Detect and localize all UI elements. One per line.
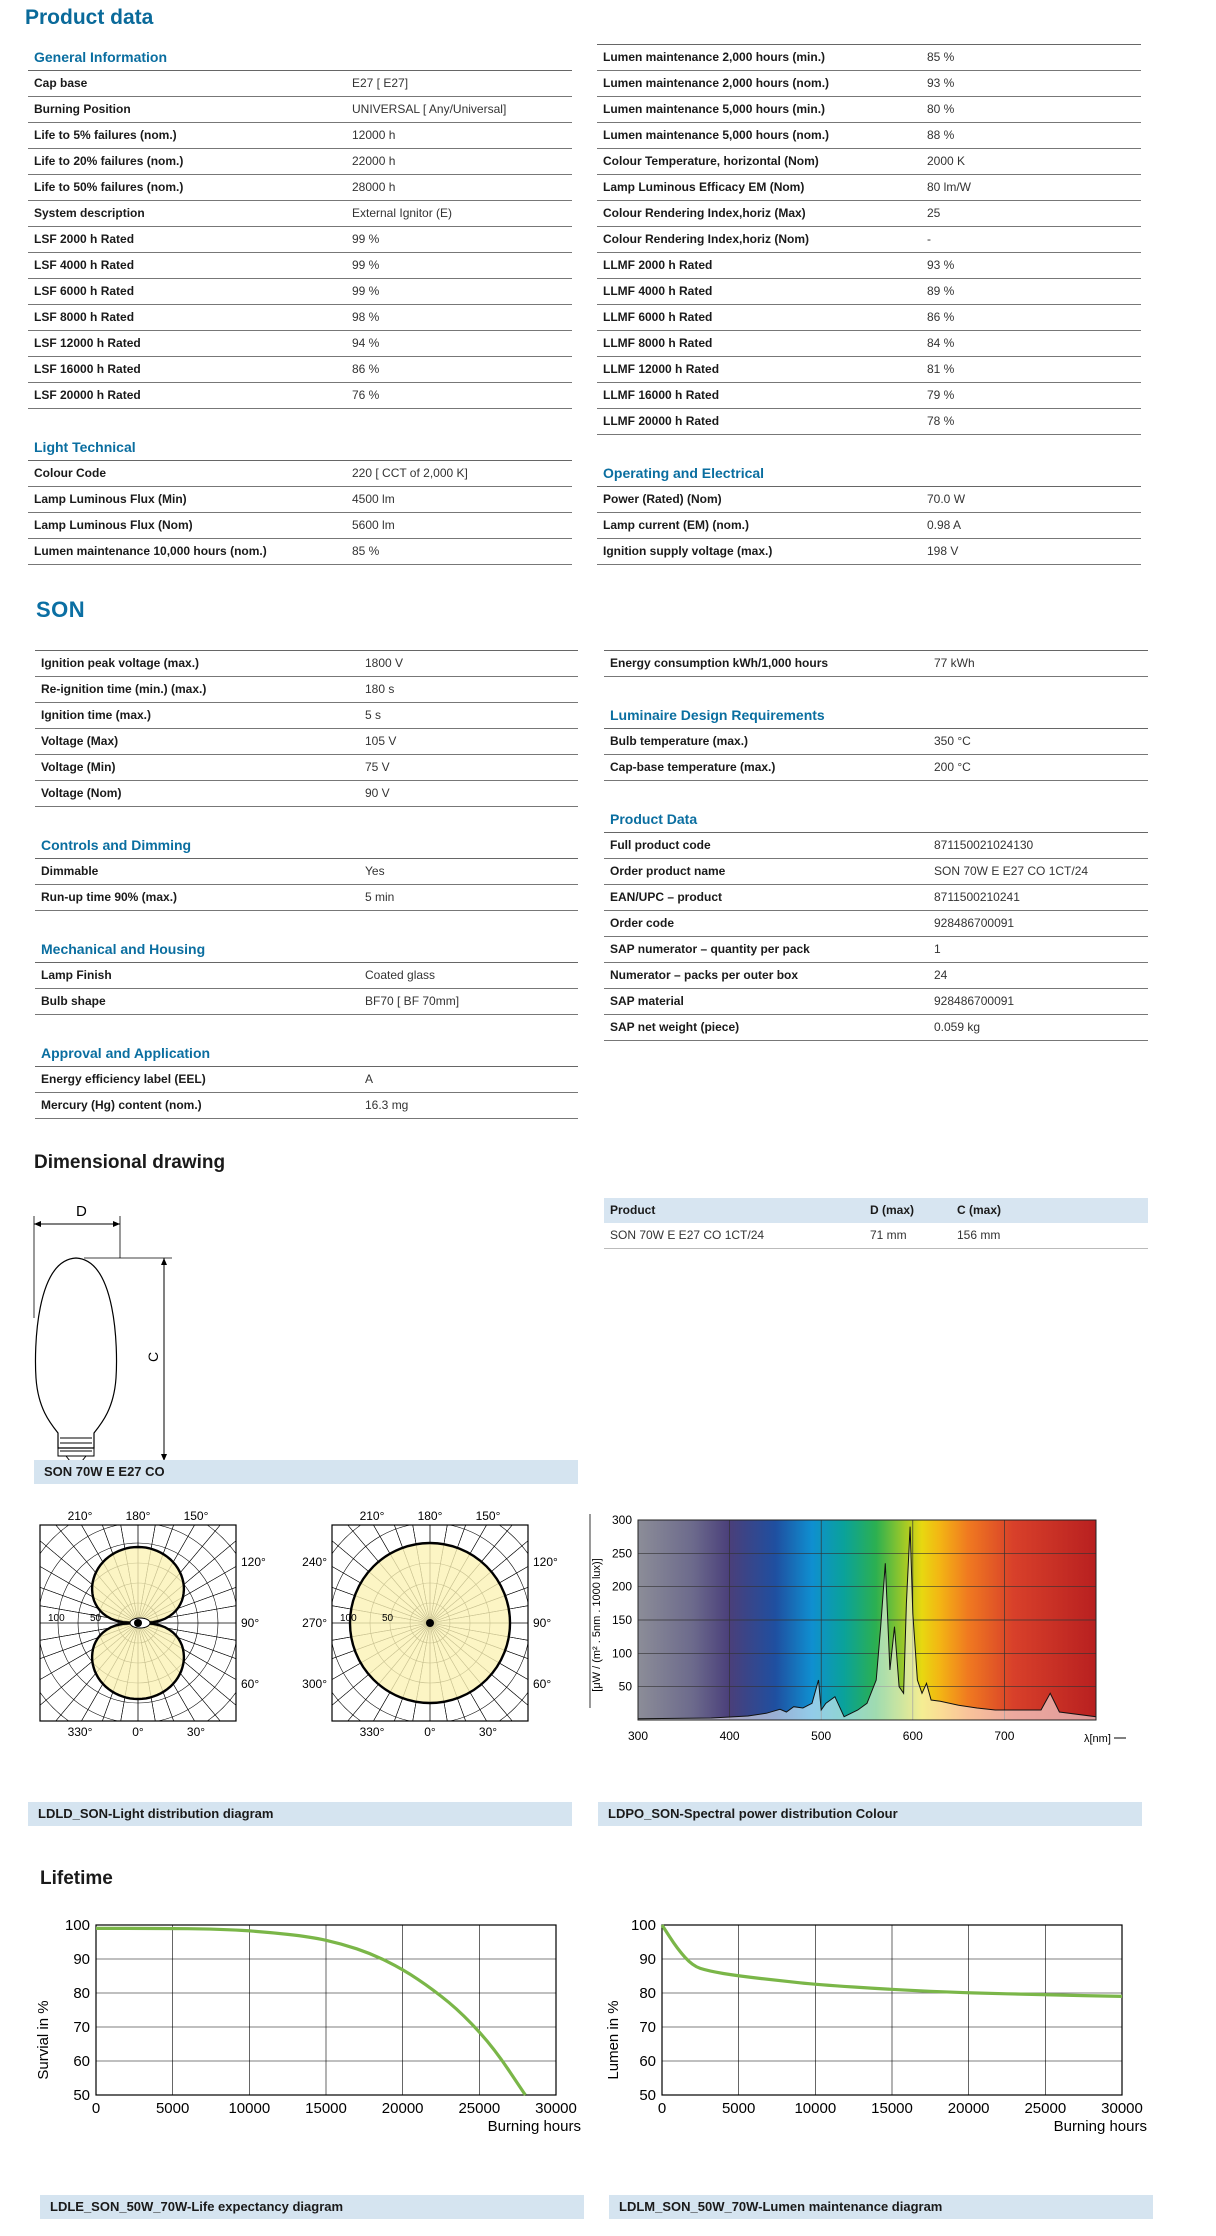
polar-center <box>134 1619 142 1627</box>
son-heading: SON <box>36 597 86 622</box>
spectral-power-chart <box>586 1508 1128 1748</box>
row-value: 86 % <box>352 362 380 376</box>
row-label: Order code <box>610 916 675 930</box>
group-title: Luminaire Design Requirements <box>604 702 1148 729</box>
row-label: LSF 12000 h Rated <box>34 336 141 350</box>
row-value: 4500 lm <box>352 492 395 506</box>
table-row <box>597 305 1141 331</box>
table-row <box>35 651 578 677</box>
x-tick-label: 30000 <box>1101 2100 1143 2117</box>
table-row <box>28 253 572 279</box>
x-tick-label: 600 <box>902 1729 923 1743</box>
row-value: 94 % <box>352 336 380 350</box>
table-row <box>597 539 1141 565</box>
row-label: Bulb shape <box>41 994 106 1008</box>
lifetime-heading: Lifetime <box>40 1868 113 1889</box>
row-label: Lamp Luminous Flux (Min) <box>34 492 187 506</box>
row-label: Full product code <box>610 838 711 852</box>
table-row <box>35 1067 578 1093</box>
table-row <box>604 1223 1148 1249</box>
row-label: LSF 2000 h Rated <box>34 232 135 246</box>
polar-angle-label: 330° <box>67 1725 93 1738</box>
x-tick-label: 5000 <box>155 2100 190 2117</box>
row-label: Colour Rendering Index,horiz (Nom) <box>603 232 809 246</box>
y-tick-label: 100 <box>611 1646 632 1661</box>
table-row <box>28 305 572 331</box>
x-tick-label: 20000 <box>947 2100 990 2117</box>
polar-angle-label: 90° <box>241 1616 260 1630</box>
group-spacer <box>604 677 1148 702</box>
x-tick-label: 0 <box>91 2100 101 2117</box>
polar-angle-label: 60° <box>241 1677 260 1691</box>
row-label: LSF 16000 h Rated <box>34 362 141 376</box>
row-label: Lamp Finish <box>41 968 112 982</box>
row-value: 89 % <box>927 284 955 298</box>
polar-angle-label: 120° <box>241 1555 266 1569</box>
table-row <box>597 123 1141 149</box>
row-value: 98 % <box>352 310 380 324</box>
row-value: 25 <box>927 206 941 220</box>
row-value: 99 % <box>352 232 380 246</box>
polar-diagram-right <box>290 1508 570 1738</box>
polar-radial-label: 100 <box>340 1613 357 1624</box>
y-tick-label: 250 <box>611 1546 632 1561</box>
group-spacer <box>604 781 1148 806</box>
group-spacer <box>35 807 578 832</box>
row-value: 80 lm/W <box>927 180 972 194</box>
y-tick-label: 60 <box>73 2053 90 2070</box>
row-label: Life to 50% failures (nom.) <box>34 180 184 194</box>
polar-radial-label: 50 <box>90 1613 102 1624</box>
table-row <box>597 513 1141 539</box>
row-label: SAP net weight (piece) <box>610 1020 740 1034</box>
table-row <box>35 1093 578 1119</box>
y-tick-label: 300 <box>611 1513 632 1527</box>
y-tick-label: 50 <box>73 2087 90 2104</box>
table-row <box>604 937 1148 963</box>
table-row <box>604 729 1148 755</box>
row-value: 99 % <box>352 258 380 272</box>
group-spacer <box>35 911 578 936</box>
polar-angle-label: 180° <box>417 1509 443 1523</box>
y-tick-label: 90 <box>73 1951 90 1968</box>
row-label: Lumen maintenance 5,000 hours (min.) <box>603 102 826 116</box>
table-row <box>604 885 1148 911</box>
row-value: 90 V <box>365 786 390 800</box>
polar-angle-label: 270° <box>302 1616 327 1630</box>
table-row <box>28 149 572 175</box>
col-product: Product <box>610 1203 656 1217</box>
row-value: 99 % <box>352 284 380 298</box>
table-row <box>35 989 578 1015</box>
col-d-max: D (max) <box>870 1203 915 1217</box>
row-label: Run-up time 90% (max.) <box>41 890 178 904</box>
group-title: Light Technical <box>28 434 572 461</box>
table-row <box>597 175 1141 201</box>
row-value: 200 °C <box>934 760 971 774</box>
x-tick-label: 15000 <box>305 2100 347 2117</box>
polar-angle-label: 0° <box>132 1725 144 1738</box>
y-tick-label: 200 <box>611 1579 632 1594</box>
table-row <box>35 781 578 807</box>
drawing-caption: SON 70W E E27 CO <box>34 1460 578 1484</box>
row-value: 2000 K <box>927 154 966 168</box>
table-row <box>28 513 572 539</box>
row-label: Cap-base temperature (max.) <box>610 760 776 774</box>
row-label: Lamp Luminous Flux (Nom) <box>34 518 193 532</box>
y-tick-label: 50 <box>639 2087 656 2104</box>
row-label: SAP material <box>610 994 684 1008</box>
table-row <box>604 859 1148 885</box>
product-data-left-column <box>28 44 572 565</box>
dimension-table-header <box>604 1198 1148 1223</box>
polar-angle-label: 150° <box>475 1509 501 1523</box>
table-row <box>28 487 572 513</box>
y-tick-label: 80 <box>639 1985 656 2002</box>
chart-grid <box>662 1925 1122 2095</box>
row-value: 105 V <box>365 734 397 748</box>
series-line <box>96 1928 525 2095</box>
row-value: 28000 h <box>352 180 396 194</box>
table-row <box>35 755 578 781</box>
group-spacer <box>35 1015 578 1040</box>
row-label: Voltage (Nom) <box>41 786 122 800</box>
row-value: 12000 h <box>352 128 396 142</box>
table-row <box>28 279 572 305</box>
x-tick-label: 25000 <box>458 2100 501 2117</box>
lumen-maintenance-chart <box>600 1910 1160 2140</box>
row-label: LSF 4000 h Rated <box>34 258 135 272</box>
polar-angle-label: 0° <box>424 1725 436 1738</box>
row-value: BF70 [ BF 70mm] <box>365 994 460 1008</box>
y-axis-label: [μW / (m² . 5nm . 1000 lux)] <box>591 1558 603 1692</box>
row-label: Numerator – packs per outer box <box>610 968 799 982</box>
row-label: LLMF 2000 h Rated <box>603 258 713 272</box>
x-tick-label: 300 <box>627 1729 649 1743</box>
table-row <box>604 911 1148 937</box>
table-row <box>28 227 572 253</box>
bulb-dimension-drawing <box>28 1198 188 1463</box>
row-value: 85 % <box>352 544 380 558</box>
row-value: 81 % <box>927 362 955 376</box>
group-title: General Information <box>28 44 572 71</box>
row-value: 0.059 kg <box>934 1020 981 1034</box>
x-tick-label: 5000 <box>721 2100 756 2117</box>
table-row <box>35 729 578 755</box>
row-value: 8711500210241 <box>934 890 1020 904</box>
table-row <box>28 461 572 487</box>
row-value: 180 s <box>365 682 395 696</box>
row-value: 88 % <box>927 128 955 142</box>
row-label: LLMF 6000 h Rated <box>603 310 713 324</box>
polar-angle-label: 210° <box>359 1509 385 1523</box>
group-spacer <box>597 435 1141 460</box>
x-axis-label: Burning hours <box>1053 2118 1147 2135</box>
row-value: 85 % <box>927 50 955 64</box>
row-value: 78 % <box>927 414 955 428</box>
row-label: LLMF 12000 h Rated <box>603 362 720 376</box>
polar-angle-label: 180° <box>125 1509 151 1523</box>
table-row <box>597 71 1141 97</box>
x-tick-label: 0 <box>657 2100 667 2117</box>
row-value: 93 % <box>927 258 955 272</box>
table-row <box>28 383 572 409</box>
x-tick-label: 15000 <box>871 2100 913 2117</box>
table-row <box>28 357 572 383</box>
row-label: Lamp Luminous Efficacy EM (Nom) <box>603 180 805 194</box>
cell-product: SON 70W E E27 CO 1CT/24 <box>610 1228 765 1242</box>
row-label: Colour Temperature, horizontal (Nom) <box>603 154 819 168</box>
x-tick-label: 20000 <box>381 2100 424 2117</box>
son-right-column <box>604 650 1148 1041</box>
x-tick-label: 10000 <box>794 2100 837 2117</box>
x-tick-label: 30000 <box>535 2100 577 2117</box>
row-label: LSF 8000 h Rated <box>34 310 135 324</box>
row-label: LLMF 20000 h Rated <box>603 414 720 428</box>
cell-c-max: 156 mm <box>957 1228 1001 1242</box>
x-tick-label: 500 <box>811 1729 832 1743</box>
table-row <box>28 539 572 565</box>
y-tick-label: 70 <box>639 2019 656 2036</box>
row-label: Mercury (Hg) content (nom.) <box>41 1098 202 1112</box>
table-row <box>604 989 1148 1015</box>
y-tick-label: 70 <box>73 2019 90 2036</box>
table-row <box>35 703 578 729</box>
row-value: 350 °C <box>934 734 971 748</box>
row-label: Lumen maintenance 5,000 hours (nom.) <box>603 128 830 142</box>
y-tick-label: 100 <box>630 1917 656 1934</box>
group-title: Approval and Application <box>35 1040 578 1067</box>
group-spacer <box>28 409 572 434</box>
row-value: 928486700091 <box>934 994 1015 1008</box>
row-label: Ignition time (max.) <box>41 708 152 722</box>
row-value: 76 % <box>352 388 380 402</box>
row-value: 1800 V <box>365 656 404 670</box>
row-label: LSF 6000 h Rated <box>34 284 135 298</box>
chart-grid <box>96 1925 556 2095</box>
row-value: 0.98 A <box>927 518 962 532</box>
product-data-right-column <box>597 44 1141 565</box>
row-value: 70.0 W <box>927 492 966 506</box>
row-value: - <box>927 232 931 246</box>
row-label: Lumen maintenance 10,000 hours (nom.) <box>34 544 267 558</box>
table-row <box>604 963 1148 989</box>
row-value: UNIVERSAL [ Any/Universal] <box>352 102 507 116</box>
table-row <box>604 833 1148 859</box>
row-label: Cap base <box>34 76 88 90</box>
row-value: 871150021024130 <box>934 838 1034 852</box>
row-label: System description <box>34 206 145 220</box>
row-value: 84 % <box>927 336 955 350</box>
row-value: 79 % <box>927 388 955 402</box>
table-row <box>597 409 1141 435</box>
polar-radial-label: 100 <box>48 1613 65 1624</box>
row-value: 86 % <box>927 310 955 324</box>
table-row <box>604 651 1148 677</box>
table-row <box>597 331 1141 357</box>
row-value: 75 V <box>365 760 390 774</box>
table-row <box>28 201 572 227</box>
x-tick-label: 25000 <box>1024 2100 1067 2117</box>
table-row <box>28 71 572 97</box>
row-label: Colour Rendering Index,horiz (Max) <box>603 206 806 220</box>
row-value: A <box>365 1072 374 1086</box>
row-label: Life to 20% failures (nom.) <box>34 154 184 168</box>
row-label: Burning Position <box>34 102 131 116</box>
row-value: 80 % <box>927 102 955 116</box>
table-row <box>604 1015 1148 1041</box>
x-tick-label: 700 <box>994 1729 1015 1743</box>
table-row <box>597 45 1141 71</box>
row-label: Ignition supply voltage (max.) <box>603 544 773 558</box>
row-label: Re-ignition time (min.) (max.) <box>41 682 207 696</box>
table-row <box>597 383 1141 409</box>
polar-angle-label: 300° <box>302 1677 327 1691</box>
row-value: 93 % <box>927 76 955 90</box>
row-value: External Ignitor (E) <box>352 206 453 220</box>
row-label: Dimmable <box>41 864 99 878</box>
row-label: Energy efficiency label (EEL) <box>41 1072 206 1086</box>
table-row <box>28 175 572 201</box>
ldld-caption: LDLD_SON-Light distribution diagram <box>28 1802 572 1826</box>
row-label: Colour Code <box>34 466 106 480</box>
row-value: 928486700091 <box>934 916 1015 930</box>
polar-angle-label: 60° <box>533 1677 552 1691</box>
row-value: 5600 lm <box>352 518 395 532</box>
row-label: LLMF 8000 h Rated <box>603 336 713 350</box>
x-axis-label: Burning hours <box>487 2118 581 2135</box>
dimension-label-d: D <box>76 1203 87 1220</box>
son-left-column <box>35 650 578 1119</box>
table-row <box>35 859 578 885</box>
table-row <box>604 755 1148 781</box>
ldpo-caption: LDPO_SON-Spectral power distribution Colour <box>598 1802 1142 1826</box>
polar-center <box>426 1619 434 1627</box>
row-label: Ignition peak voltage (max.) <box>41 656 200 670</box>
row-label: Bulb temperature (max.) <box>610 734 749 748</box>
row-label: LLMF 4000 h Rated <box>603 284 713 298</box>
table-row <box>597 253 1141 279</box>
row-value: 1 <box>934 942 941 956</box>
group-title: Mechanical and Housing <box>35 936 578 963</box>
y-tick-label: 90 <box>639 1951 656 1968</box>
x-tick-label: 400 <box>719 1729 740 1743</box>
row-value: 198 V <box>927 544 959 558</box>
ldlm-caption: LDLM_SON_50W_70W-Lumen maintenance diagram <box>609 2195 1153 2219</box>
polar-angle-label: 90° <box>533 1616 552 1630</box>
row-label: Lamp current (EM) (nom.) <box>603 518 749 532</box>
dimensional-drawing-heading: Dimensional drawing <box>34 1152 226 1173</box>
row-value: 5 min <box>365 890 395 904</box>
col-c-max: C (max) <box>957 1203 1002 1217</box>
table-row <box>597 201 1141 227</box>
cell-d-max: 71 mm <box>870 1228 907 1242</box>
table-row <box>597 227 1141 253</box>
polar-diagram-left <box>30 1508 270 1738</box>
row-value: 220 [ CCT of 2,000 K] <box>352 466 468 480</box>
polar-angle-label: 330° <box>359 1725 385 1738</box>
row-label: LLMF 16000 h Rated <box>603 388 720 402</box>
product-data-heading: Product data <box>25 6 154 29</box>
row-label: Power (Rated) (Nom) <box>603 492 722 506</box>
table-row <box>35 677 578 703</box>
y-tick-label: 80 <box>73 1985 90 2002</box>
row-label: Voltage (Max) <box>41 734 119 748</box>
table-row <box>28 331 572 357</box>
polar-angle-label: 30° <box>186 1725 206 1738</box>
row-label: Life to 5% failures (nom.) <box>34 128 177 142</box>
x-axis-label: λ[nm] <box>1084 1733 1111 1745</box>
row-value: 5 s <box>365 708 382 722</box>
row-label: LSF 20000 h Rated <box>34 388 141 402</box>
polar-angle-label: 120° <box>533 1555 558 1569</box>
y-tick-label: 50 <box>618 1679 632 1694</box>
row-value: 77 kWh <box>934 656 975 670</box>
table-row <box>28 97 572 123</box>
table-row <box>597 279 1141 305</box>
row-label: EAN/UPC – product <box>610 890 723 904</box>
table-row <box>35 885 578 911</box>
table-row <box>597 149 1141 175</box>
table-row <box>597 357 1141 383</box>
row-label: Lumen maintenance 2,000 hours (nom.) <box>603 76 830 90</box>
polar-angle-label: 150° <box>183 1509 209 1523</box>
y-tick-label: 60 <box>639 2053 656 2070</box>
y-tick-label: 150 <box>611 1613 632 1627</box>
row-value: 16.3 mg <box>365 1098 409 1112</box>
row-label: SAP numerator – quantity per pack <box>610 942 810 956</box>
polar-angle-label: 240° <box>302 1555 327 1569</box>
row-value: 22000 h <box>352 154 396 168</box>
row-value: 24 <box>934 968 948 982</box>
group-title: Operating and Electrical <box>597 460 1141 487</box>
row-value: Yes <box>365 864 385 878</box>
row-value: Coated glass <box>365 968 436 982</box>
row-label: Order product name <box>610 864 726 878</box>
dimension-label-c: C <box>145 1351 161 1362</box>
table-row <box>597 97 1141 123</box>
life-expectancy-chart <box>30 1910 590 2140</box>
row-label: Lumen maintenance 2,000 hours (min.) <box>603 50 826 64</box>
polar-angle-label: 210° <box>67 1509 93 1523</box>
x-tick-label: 10000 <box>228 2100 271 2117</box>
y-axis-label: Survial in % <box>35 2000 52 2080</box>
dimension-table <box>604 1198 1148 1249</box>
ldle-caption: LDLE_SON_50W_70W-Life expectancy diagram <box>40 2195 584 2219</box>
table-row <box>35 963 578 989</box>
y-tick-label: 100 <box>64 1917 90 1934</box>
row-value: SON 70W E E27 CO 1CT/24 <box>934 864 1089 878</box>
table-row <box>597 487 1141 513</box>
polar-angle-label: 30° <box>478 1725 498 1738</box>
polar-radial-label: 50 <box>382 1613 394 1624</box>
group-title: Controls and Dimming <box>35 832 578 859</box>
group-title: Product Data <box>604 806 1148 833</box>
row-value: E27 [ E27] <box>352 76 409 90</box>
row-label: Voltage (Min) <box>41 760 116 774</box>
table-row <box>28 123 572 149</box>
y-axis-label: Lumen in % <box>605 2000 622 2080</box>
row-label: Energy consumption kWh/1,000 hours <box>610 656 829 670</box>
